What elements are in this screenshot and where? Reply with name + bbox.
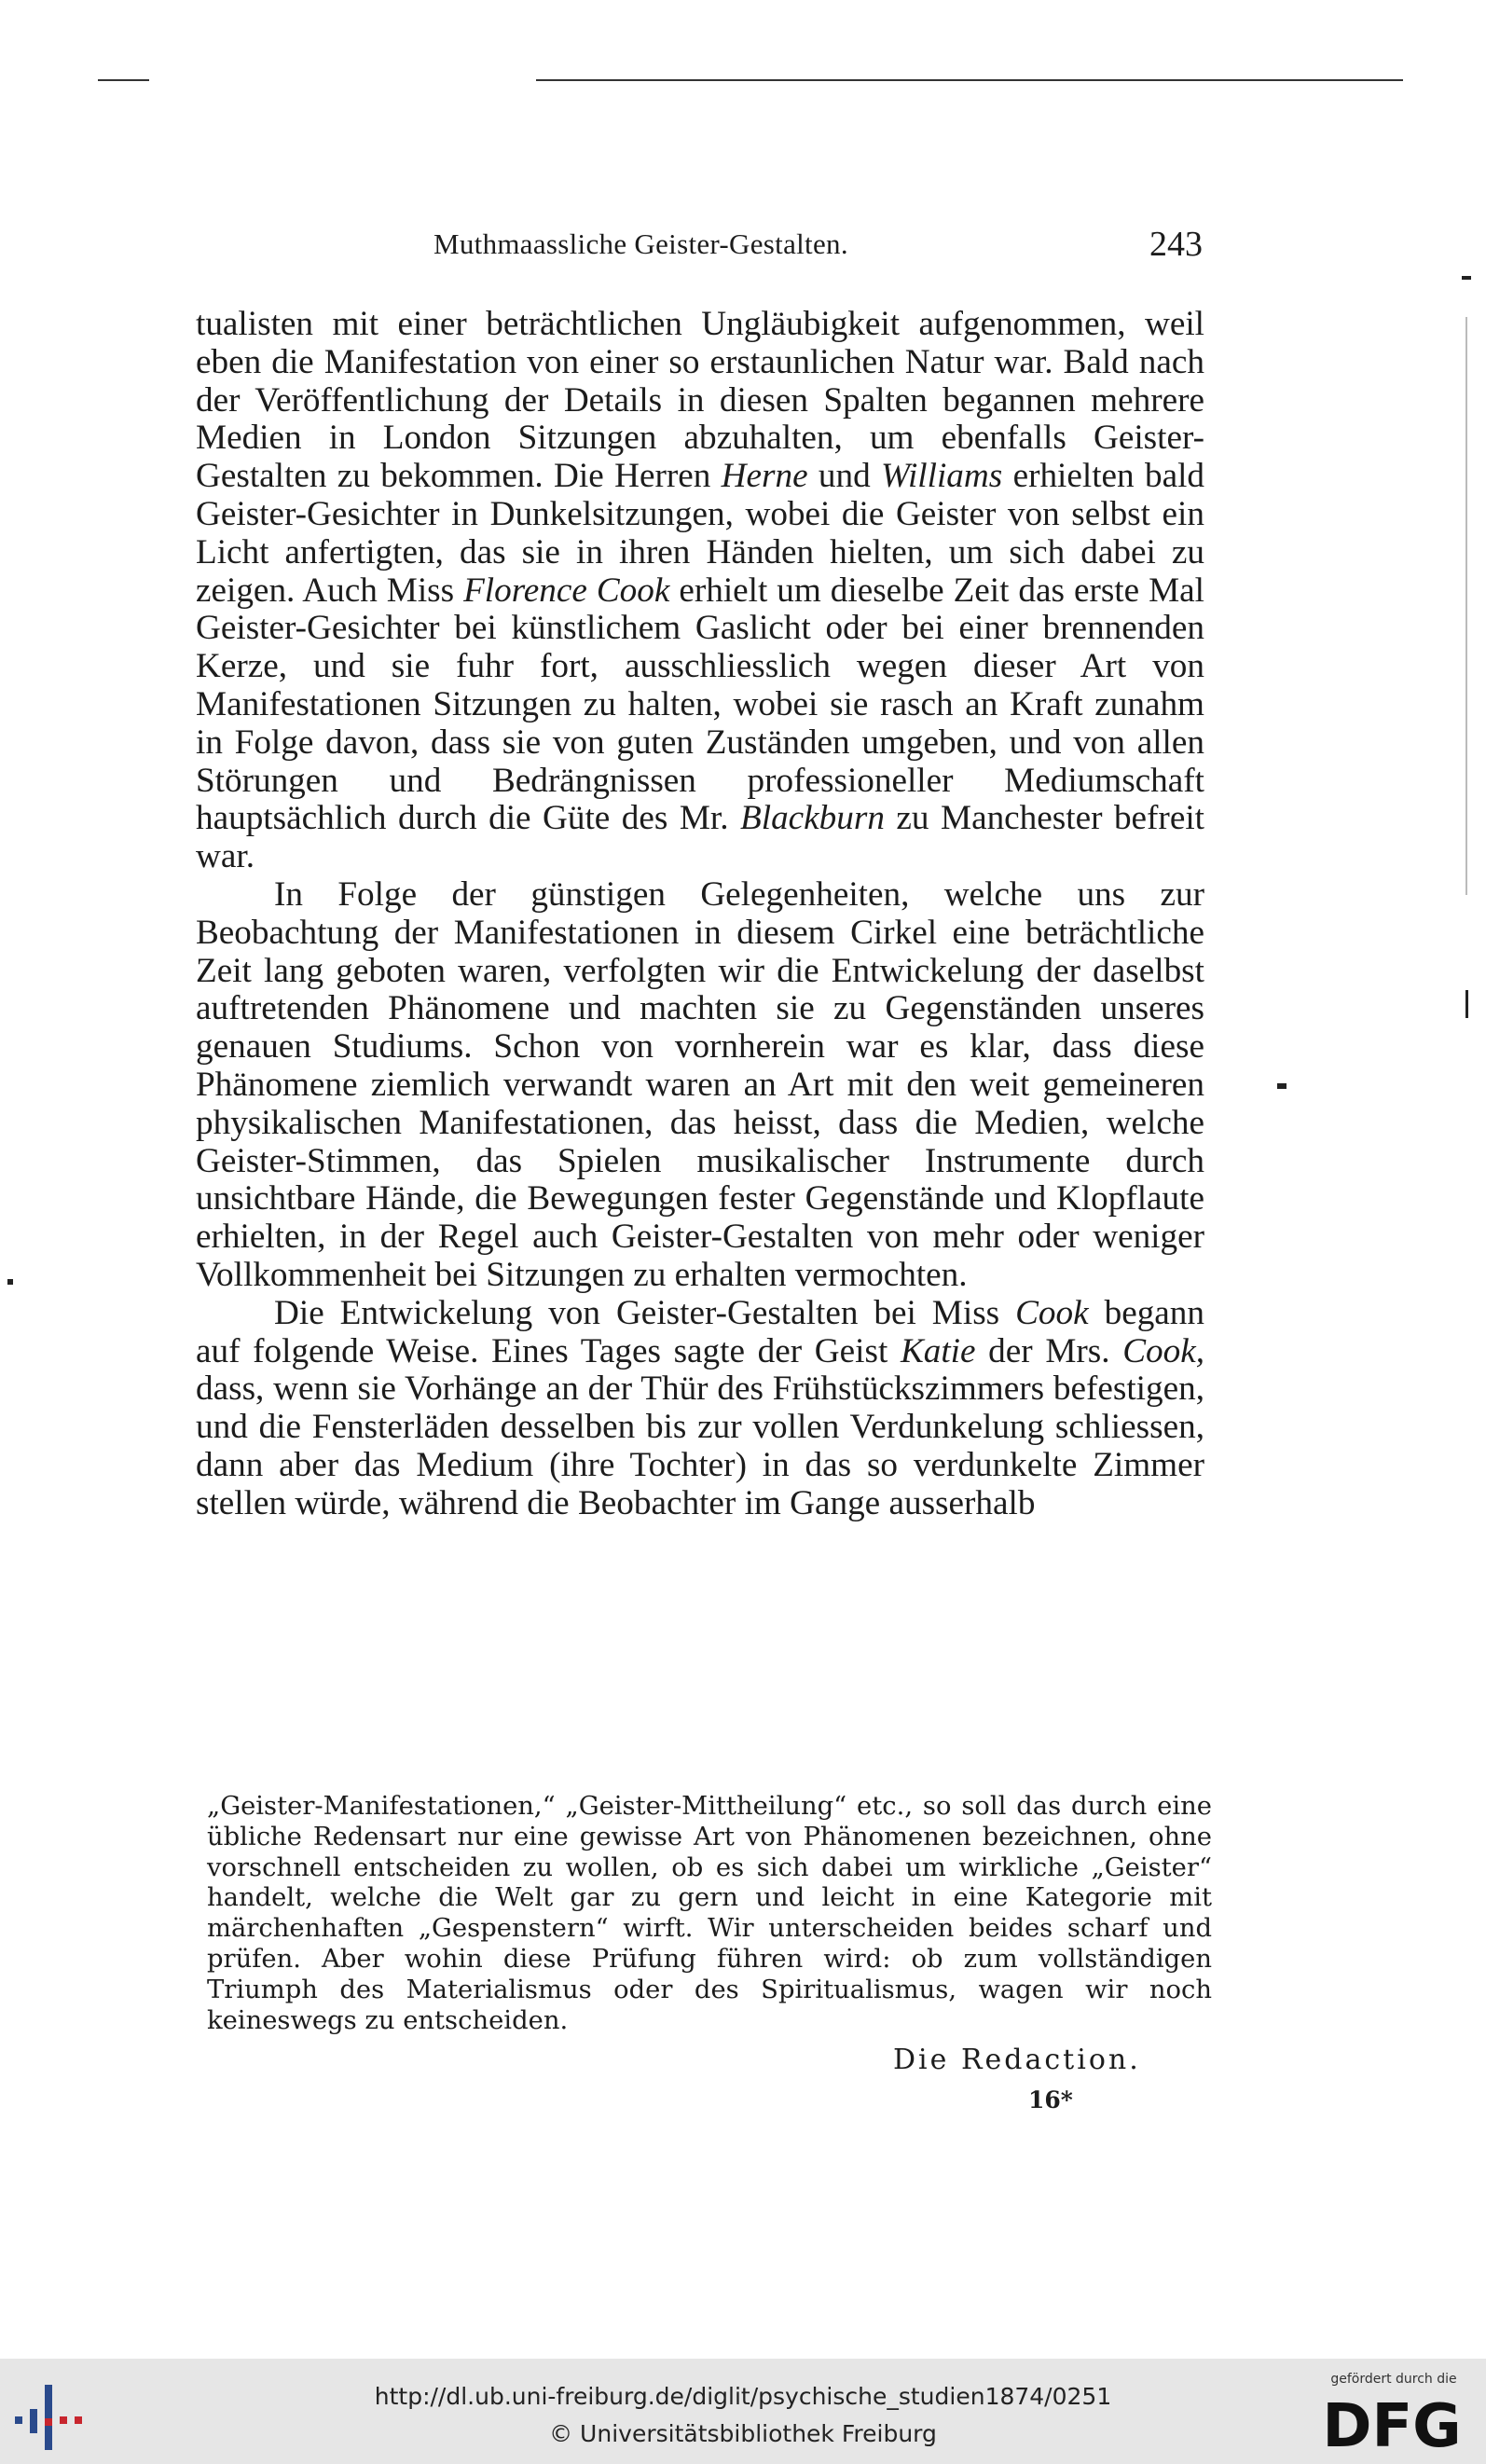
- paragraph: In Folge der günstigen Gelegenheiten, welche uns zur Beobachtung der Manifestationen in diesem Cirkel eine beträchtliche Zeit lang geboten waren, verfolgten wir die Entwickelung der daselbst auftretenden Phänomene und machten sie zu Gegenständen unseres genauen Studiums. Schon von vornherein war es klar, dass diese Phänomene ziemlich verwandt waren an Art mit den weit gemeineren physikalischen Manifestationen, das heisst, dass die Medien, welche Geister-Stimmen, das Spielen musikalischer Instrumente durch unsichtbare Hände, die Bewegungen fester Gegenstände und Klopflaute erhielten, in der Regel auch Geister-Gestalten von mehr oder weniger Vollkommenheit bei Sitzungen zu erhalten vermochten.: [196, 874, 1204, 1294]
- scan-speck: [7, 1279, 13, 1285]
- text-run: zu Manchester befreit war.: [196, 799, 1204, 876]
- text-run: erhielt um dieselbe Zeit das erste Mal Geister-Gesichter bei künstlichem Gaslicht oder bei einer brennenden Kerze, und sie fuhr fort, ausschliesslich wegen dieser Art von Manifestationen Sitzungen zu halten, wobei sie rasch an Kraft zunahm in Folge davon, dass sie von guten Zuständen umgeben, und von allen Störungen und Bedrängnissen professioneller Mediumschaft hauptsächlich durch die Güte des Mr.: [196, 571, 1205, 838]
- scan-speck: [1462, 276, 1471, 280]
- funding-note: gefördert durch die: [1330, 2372, 1457, 2387]
- dfg-logo-text: DFG: [1322, 2392, 1462, 2454]
- editorial-signature: Die Redaction.: [893, 2044, 1141, 2076]
- scan-speck: [1465, 990, 1468, 1018]
- sheet-signature: 16*: [1028, 2086, 1073, 2113]
- text-run: Die Entwickelung von Geister-Gestalten bei Miss: [274, 1293, 1016, 1332]
- footer-bar: [0, 2359, 1486, 2464]
- running-head: [196, 227, 1203, 274]
- scan-speck: [1465, 317, 1467, 895]
- text-run: dass, wenn sie Vorhänge an der Thür des Frühstückszimmers befestigen, und die Fensterläden desselben bis zur vollen Verdunkelung schliessen, dann aber das Medium (ihre Tochter) in das so verdunkelte Zimmer stellen würde, während die Beobachter im Gange ausserhalb: [196, 1370, 1204, 1522]
- paragraph: [196, 1295, 1204, 1523]
- text-run: tualisten mit einer beträchtlichen Ungläubigkeit aufgenommen, weil eben die Manifestation von einer so erstaunlichen Natur war. Bald nach der Veröffentlichung der Details in diesen Spalten begannen mehrere Medien in London Sitzungen abzuhalten, um ebenfalls Geister-Gestalten zu bekommen. Die Herren: [196, 305, 1204, 496]
- name-katie: Katie: [900, 1331, 976, 1370]
- body-text: [196, 306, 1204, 1523]
- name-williams: Williams: [881, 457, 1003, 496]
- copyright-notice: © Universitätsbibliothek Freiburg: [549, 2420, 937, 2447]
- top-rule-right: [536, 79, 1403, 81]
- footnote-text: „Geister-Manifestationen,“ „Geister-Mittheilung“ etc., so soll das durch eine übliche Redensart nur eine gewisse Art von Phänomenen bezeichnen, ohne vorschnell entscheiden zu wollen, ob es sich dabei um wirkliche „Geister“ handelt, welche die Welt gar zu gern und leicht in eine Kategorie mit märchenhaften „Gespenstern“ wirft. Wir unterscheiden beides scharf und prüfen. Aber wohin diese Prüfung führen wird: ob zum vollständigen Triumph des Materialismus oder des Spiritualismus, wagen wir noch keineswegs zu entscheiden.: [207, 1792, 1212, 2035]
- scan-speck: [1277, 1083, 1286, 1089]
- text-run: erhielten bald Geister-Gesichter in Dunkelsitzungen, wobei die Geister von selbst ein Licht anfertigten, das sie in ihren Händen hielten, um sich dabei zu zeigen. Auch Miss: [196, 457, 1205, 610]
- paragraph: [196, 306, 1204, 876]
- document-url[interactable]: http://dl.ub.uni-freiburg.de/diglit/psychische_studien1874/0251: [374, 2383, 1112, 2410]
- text-run: begann auf folgende Weise. Eines Tages sagte der Geist: [196, 1293, 1204, 1370]
- name-cook: Cook,: [1122, 1331, 1204, 1370]
- top-rule-left: [98, 79, 149, 81]
- name-herne: Herne: [721, 457, 808, 496]
- text-run: der Mrs.: [975, 1331, 1123, 1370]
- name-cook: Cook: [1015, 1293, 1089, 1332]
- page-number: 243: [1149, 225, 1203, 264]
- name-blackburn: Blackburn: [740, 799, 885, 838]
- text-run: und: [807, 457, 882, 496]
- dfg-logo-icon: [1313, 2390, 1471, 2454]
- running-title: Muthmaassliche Geister-Gestalten.: [433, 227, 848, 260]
- name-florence-cook: Florence Cook: [463, 571, 670, 610]
- footnote: [207, 1792, 1212, 2036]
